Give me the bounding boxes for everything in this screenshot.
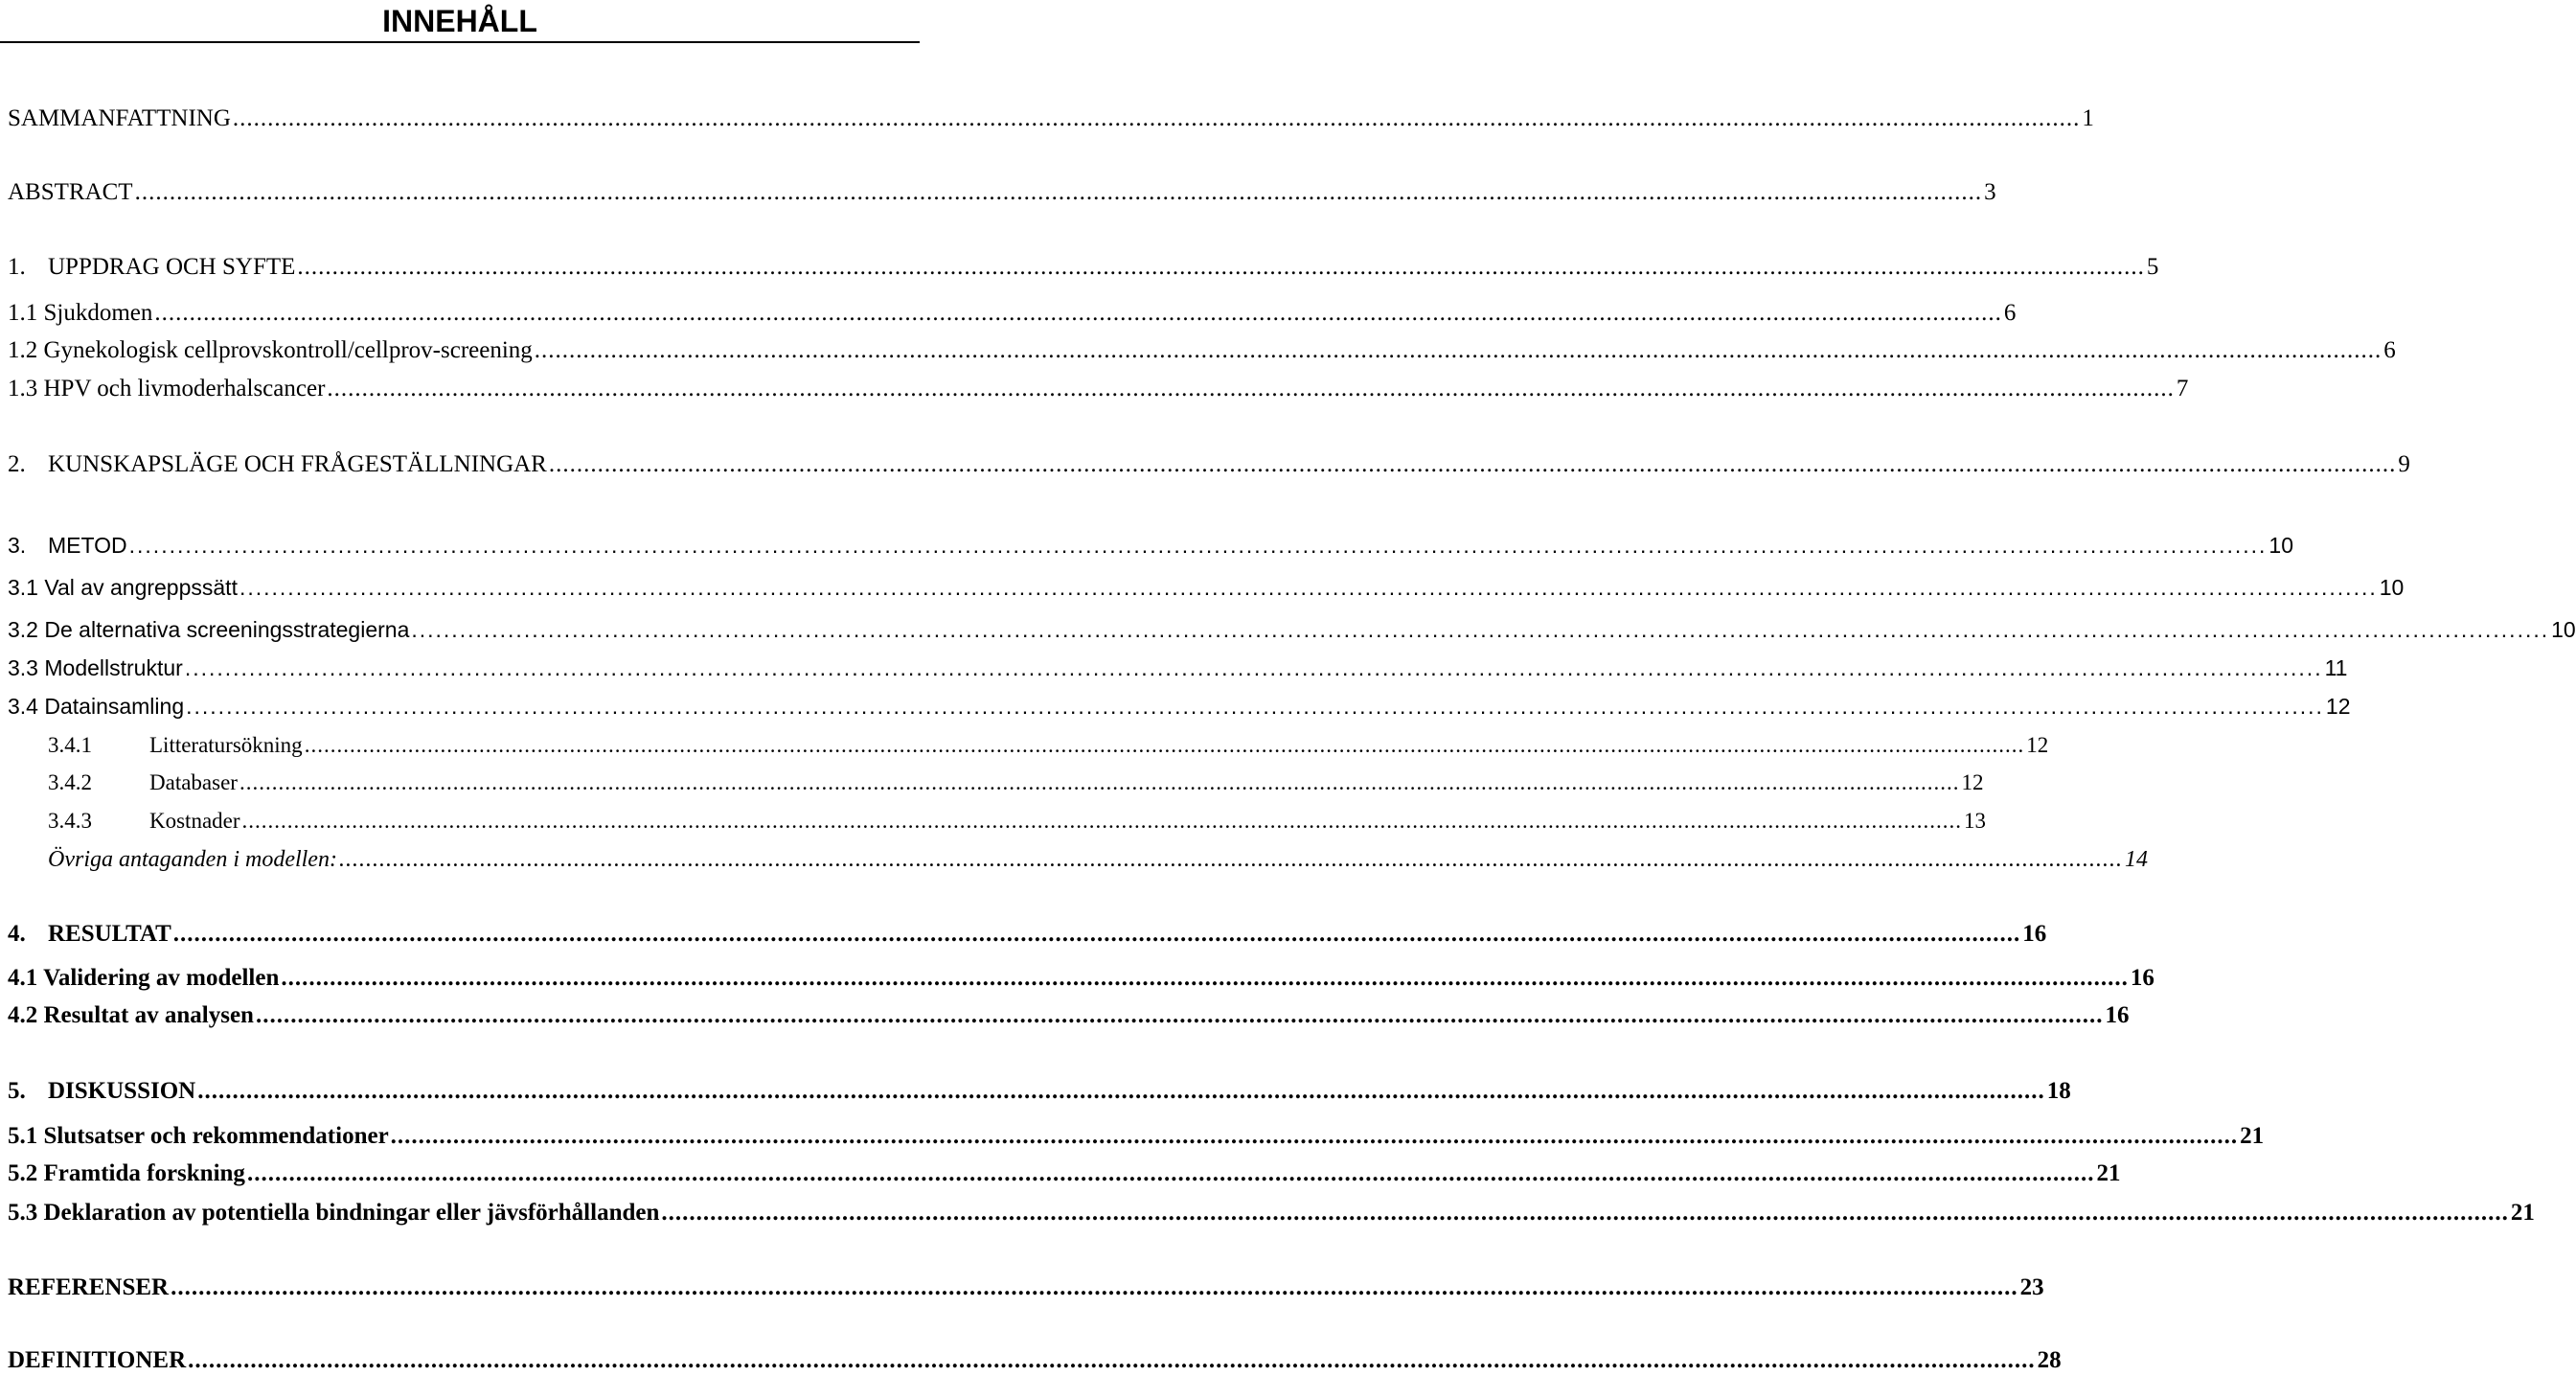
toc-entry-number: 3.4.2 [48,770,92,794]
toc-entry-number: 5.2 [8,1160,38,1186]
toc-entry-hpv[interactable] [8,374,2189,404]
toc-entry-uppdrag[interactable] [8,252,2159,283]
toc-entry-ovriga-antaganden[interactable] [48,844,2148,875]
toc-entry-label: Kostnader [149,809,240,833]
toc-entry-number: 2. [8,451,26,477]
toc-entry-label: DISKUSSION [48,1078,196,1104]
toc-entry-page: 12 [2026,733,2049,757]
toc-entry-label: KUNSKAPSLÄGE OCH FRÅGESTÄLLNINGAR [48,451,547,477]
toc-entry-abstract[interactable] [8,177,1996,208]
toc-entry-label: METOD [48,533,127,558]
toc-entry-page: 23 [2019,1274,2044,1300]
toc-entry-number: 5. [8,1078,26,1104]
toc-entry-page: 9 [2398,451,2410,477]
toc-entry-diskussion[interactable] [8,1076,2071,1107]
toc-entry-label: Val av angreppssätt [44,575,238,600]
toc-dot-leader: .......................................................................................................................................................................................................................................................................... [411,617,2550,642]
toc-dot-leader: .......................................................................................................................................................................................................................................................................... [534,337,2382,363]
toc-dot-leader: .......................................................................................................................................................................................................................................................................... [390,1123,2239,1149]
toc-entry-page: 13 [1964,809,1987,833]
toc-dot-leader: .......................................................................................................................................................................................................................................................................... [548,451,2397,477]
toc-entry-referenser[interactable] [8,1273,2044,1303]
toc-entry-label: Databaser [149,770,238,794]
toc-entry-resultat-av-analysen[interactable] [8,1000,2130,1031]
toc-entry-label: Sjukdomen [43,300,153,326]
toc-entry-number: 3.1 [8,575,38,600]
toc-entry-label: HPV och livmoderhalscancer [43,376,326,401]
toc-entry-number: 5.1 [8,1123,38,1149]
toc-entry-page: 10 [2551,617,2576,642]
toc-entry-validering[interactable] [8,963,2154,994]
toc-entry-label: Modellstruktur [44,655,183,680]
toc-entry-label: Gynekologisk cellprovskontroll/cellprov-screening [43,337,533,363]
page-title: INNEHÅLL [382,4,537,38]
toc-entry-page: 21 [2240,1123,2265,1149]
toc-entry-gynekologisk[interactable] [8,335,2396,366]
toc-dot-leader: .......................................................................................................................................................................................................................................................................... [197,1078,2045,1104]
toc-entry-page: 10 [2268,533,2294,558]
toc-entry-modellstruktur[interactable] [8,653,2348,683]
toc-dot-leader: .......................................................................................................................................................................................................................................................................... [134,179,1983,205]
toc-entry-label: Framtida forskning [43,1160,245,1186]
toc-entry-page: 12 [2325,694,2351,719]
toc-dot-leader: .......................................................................................................................................................................................................................................................................... [154,300,2002,326]
toc-entry-sjukdomen[interactable] [8,298,2017,329]
toc-entry-alternativa-strategier[interactable] [8,614,2576,645]
toc-dot-leader: .......................................................................................................................................................................................................................................................................... [327,376,2175,401]
toc-entry-number: 4.2 [8,1002,38,1028]
toc-entry-resultat[interactable] [8,919,2047,950]
toc-entry-label: Deklaration av potentiella bindningar eller jävsförhållanden [43,1200,660,1226]
toc-dot-leader: .......................................................................................................................................................................................................................................................................... [246,1160,2095,1186]
toc-entry-page: 10 [2379,575,2405,600]
toc-entry-number: 3. [8,533,27,558]
toc-dot-leader: .......................................................................................................................................................................................................................................................................... [184,655,2323,680]
toc-entry-page: 3 [1984,179,1996,205]
toc-dot-leader: .......................................................................................................................................................................................................................................................................... [304,733,2025,757]
toc-dot-leader: .......................................................................................................................................................................................................................................................................... [297,254,2145,280]
toc-dot-leader: .......................................................................................................................................................................................................................................................................... [338,847,2123,872]
toc-entry-label: De alternativa screeningsstrategierna [44,617,410,642]
toc-entry-val-av-angreppssatt[interactable] [8,572,2405,603]
toc-dot-leader: .......................................................................................................................................................................................................................................................................... [241,809,1963,833]
toc-dot-leader: .......................................................................................................................................................................................................................................................................... [239,770,1960,794]
toc-entry-page: 16 [2105,1002,2130,1028]
toc-entry-page: 21 [2096,1160,2121,1186]
toc-dot-leader: .......................................................................................................................................................................................................................................................................... [255,1002,2104,1028]
toc-entry-page: 6 [2383,337,2396,363]
toc-entry-page: 14 [2124,847,2148,872]
toc-entry-label: Datainsamling [44,694,185,719]
toc-entry-number: 5.3 [8,1200,38,1226]
toc-entry-page: 11 [2324,655,2348,680]
toc-entry-litteratursokning[interactable] [48,730,2049,761]
toc-dot-leader: .......................................................................................................................................................................................................................................................................... [171,1274,2018,1300]
toc-entry-number: 1.3 [8,376,38,401]
toc-entry-slutsatser[interactable] [8,1121,2265,1152]
toc-entry-number: 3.3 [8,655,38,680]
toc-dot-leader: .......................................................................................................................................................................................................................................................................... [232,105,2081,131]
toc-entry-deklaration[interactable] [8,1198,2535,1228]
toc-entry-metod[interactable] [8,530,2294,561]
toc-entry-label: Resultat av analysen [43,1002,254,1028]
toc-entry-label: RESULTAT [48,921,171,947]
toc-entry-databaser[interactable] [48,768,1984,798]
toc-entry-number: 3.2 [8,617,38,642]
toc-entry-number: 1.2 [8,337,38,363]
toc-dot-leader: .......................................................................................................................................................................................................................................................................... [239,575,2378,600]
toc-entry-page: 1 [2082,105,2094,131]
toc-entry-page: 18 [2046,1078,2071,1104]
toc-entry-label: Validering av modellen [43,965,280,991]
toc-dot-leader: .......................................................................................................................................................................................................................................................................... [186,694,2324,719]
toc-entry-datainsamling[interactable] [8,691,2351,722]
toc-entry-label: SAMMANFATTNING [8,105,231,131]
toc-entry-page: 21 [2510,1200,2535,1226]
toc-entry-label: REFERENSER [8,1274,170,1300]
toc-dot-leader: .......................................................................................................................................................................................................................................................................... [281,965,2129,991]
toc-entry-page: 6 [2003,300,2017,326]
toc-entry-definitioner[interactable] [8,1345,2062,1376]
toc-entry-label: Litteratursökning [149,733,303,757]
toc-entry-page: 7 [2176,376,2189,401]
toc-entry-label: Slutsatser och rekommendationer [43,1123,389,1149]
toc-dot-leader: .......................................................................................................................................................................................................................................................................... [128,533,2268,558]
toc-entry-kostnader[interactable] [48,806,1987,837]
toc-entry-label: ABSTRACT [8,179,133,205]
toc-entry-number: 3.4 [8,694,38,719]
toc-entry-number: 3.4.3 [48,809,92,833]
toc-entry-page: 16 [2022,921,2047,947]
toc-dot-leader: .......................................................................................................................................................................................................................................................................... [172,921,2021,947]
toc-entry-page: 16 [2130,965,2154,991]
toc-entry-framtida-forskning[interactable] [8,1158,2121,1189]
toc-entry-label: DEFINITIONER [8,1347,187,1373]
toc-entry-page: 5 [2146,254,2159,280]
toc-dot-leader: .......................................................................................................................................................................................................................................................................... [188,1347,2036,1373]
toc-dot-leader: .......................................................................................................................................................................................................................................................................... [661,1200,2509,1226]
toc-entry-number: 4.1 [8,965,38,991]
toc-entry-number: 4. [8,921,26,947]
toc-entry-page: 12 [1961,770,1984,794]
toc-entry-label: Övriga antaganden i modellen: [48,847,337,872]
toc-entry-number: 3.4.1 [48,733,92,757]
toc-entry-kunskapslage[interactable] [8,449,2410,480]
toc-entry-label: UPPDRAG OCH SYFTE [48,254,296,280]
toc-entry-page: 28 [2037,1347,2062,1373]
toc-entry-number: 1. [8,254,26,280]
toc-entry-sammanfattning[interactable] [8,103,2094,134]
toc-entry-number: 1.1 [8,300,38,326]
